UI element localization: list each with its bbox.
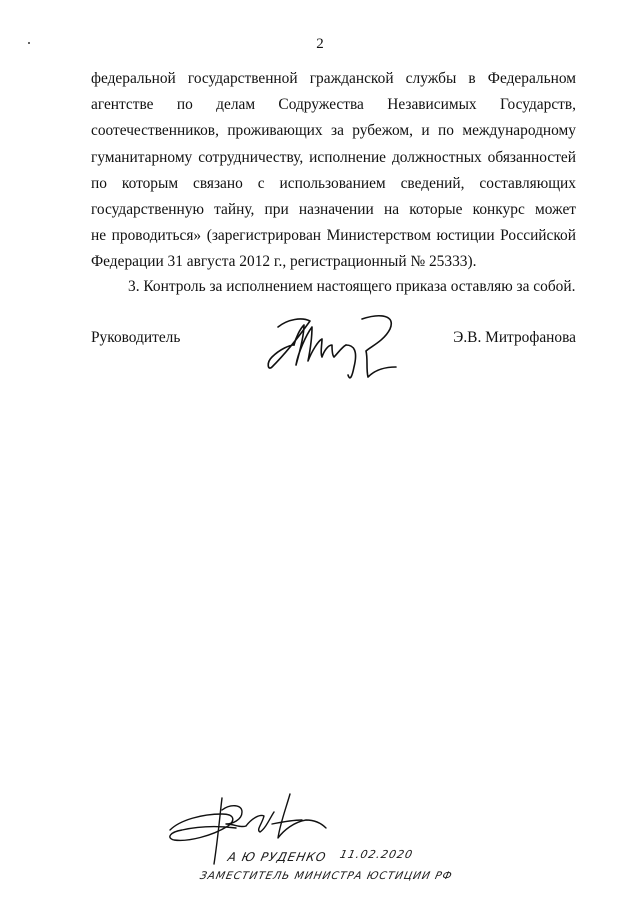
certifier-name: А Ю РУДЕНКО bbox=[226, 850, 328, 864]
body-line: государственную тайну, при назначении на которые конкурс может bbox=[91, 201, 576, 219]
certification-date: 11.02.2020 bbox=[338, 848, 415, 861]
body-line: федеральной государственной гражданской службы в Федеральном bbox=[91, 70, 576, 87]
body-line: соотечественников, проживающих за рубежом, и по международному bbox=[91, 122, 576, 140]
body-line: не проводиться» (зарегистрирован Министерством юстиции Российской bbox=[91, 227, 576, 245]
body-line: по которым связано с использованием сведений, составляющих bbox=[91, 174, 576, 192]
page-number: 2 bbox=[316, 36, 324, 52]
body-line: гуманитарному сотрудничеству, исполнение должностных обязанностей bbox=[91, 148, 576, 166]
body-line: Федерации 31 августа 2012 г., регистрационный № 25333). bbox=[91, 253, 477, 271]
signatory-name: Э.В. Митрофанова bbox=[453, 329, 576, 346]
paragraph-3: 3. Контроль за исполнением настоящего приказа оставляю за собой. bbox=[128, 278, 576, 295]
signatory-title: Руководитель bbox=[91, 329, 181, 346]
body-paragraph bbox=[91, 66, 576, 276]
body-line: агентстве по делам Содружества Независимых Государств, bbox=[91, 96, 576, 114]
certifier-position: ЗАМЕСТИТЕЛЬ МИНИСТРА ЮСТИЦИИ РФ bbox=[198, 870, 454, 882]
signature-main bbox=[250, 305, 410, 385]
